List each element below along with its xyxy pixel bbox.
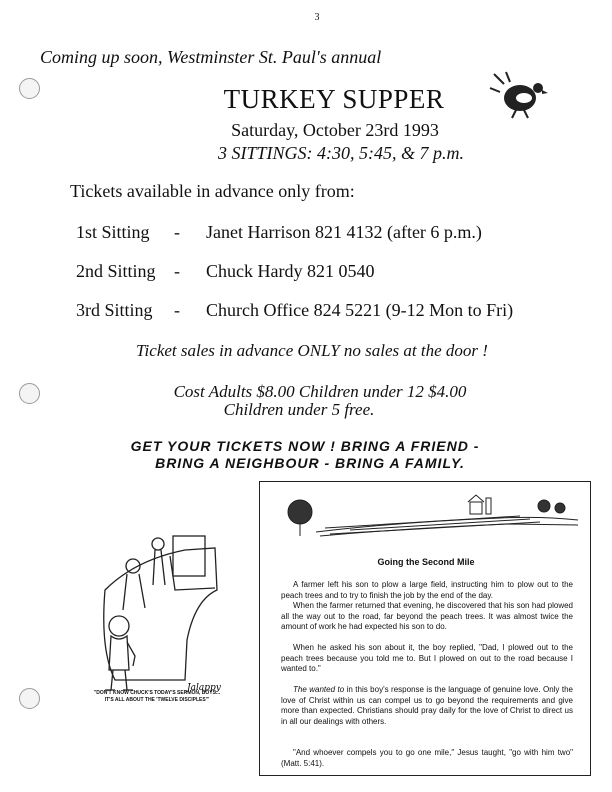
article-paragraph-4-text: in this boy's response is the language of genuine love. Only the love of Christ within us can compel us to go beyond the requirements and give more than expected. Christians should pray daily for the love of Christ to direct us in all our dealings with others. (281, 685, 573, 726)
article-emphasis: The wanted to (293, 685, 345, 694)
sitting-contact: Chuck Hardy 821 0540 (206, 261, 375, 281)
page-number: 3 (314, 12, 320, 23)
cost-under-five: Children under 5 free. (223, 400, 375, 419)
article-paragraph-1: A farmer left his son to plow a large field, instructing him to plow out to the peach trees and to try to finish the job by the end of the day. (281, 580, 573, 600)
sitting-contact: Janet Harrison 821 4132 (after 6 p.m.) (206, 222, 482, 242)
cartoon-illustration (75, 530, 235, 700)
cartoon-caption-line-2: IT'S ALL ABOUT THE 'TWELVE DISCIPLES'" (104, 697, 210, 703)
cost-adults-children: Cost Adults $8.00 Children under 12 $4.00 (173, 382, 467, 401)
sitting-label: 3rd Sitting (76, 300, 153, 320)
event-title: TURKEY SUPPER (223, 84, 445, 114)
article-paragraph-2: When the farmer returned that evening, he discovered that his son had plowed all the way out to the road, far beyond the peach trees. It was almost twice the amount of work he had expected his son to do. (281, 601, 573, 631)
sales-note: Ticket sales in advance ONLY no sales at the door ! (136, 341, 488, 360)
sitting-label: 1st Sitting (76, 222, 150, 242)
cartoon-caption (72, 690, 242, 704)
article-paragraph-5: "And whoever compels you to go one mile," Jesus taught, "go with him two" (Matt. 5:41). (281, 748, 573, 768)
intro-line: Coming up soon, Westminster St. Paul's annual (40, 47, 382, 67)
cartoon-caption-line-1: "DON'T KNOW CHUCK'S TODAY'S SERMON, BOYS... (93, 690, 221, 696)
cartoon-signature: Jalappy (187, 683, 221, 693)
article-paragraph-4 (281, 685, 573, 727)
event-date: Saturday, October 23rd 1993 (231, 120, 439, 140)
call-to-action-line-1: GET YOUR TICKETS NOW ! BRING A FRIEND - (130, 438, 480, 454)
tickets-intro: Tickets available in advance only from: (70, 181, 355, 201)
sitting-dash: - (174, 222, 180, 242)
binder-hole-bottom (19, 688, 40, 709)
call-to-action-line-2: BRING A NEIGHBOUR - BRING A FAMILY. (155, 455, 465, 471)
article-title: Going the Second Mile (377, 557, 475, 567)
article-paragraph-3: When he asked his son about it, the boy replied, "Dad, I plowed out to the peach trees because you told me to. But I plowed on out to the road because I wanted to." (281, 643, 573, 673)
sitting-label: 2nd Sitting (76, 261, 156, 281)
sitting-dash: - (174, 300, 180, 320)
sittings-times: 3 SITTINGS: 4:30, 5:45, & 7 p.m. (218, 143, 464, 163)
sitting-dash: - (174, 261, 180, 281)
sitting-contact: Church Office 824 5221 (9-12 Mon to Fri) (206, 300, 514, 320)
article-box (259, 481, 591, 776)
farm-field-illustration (280, 492, 580, 540)
